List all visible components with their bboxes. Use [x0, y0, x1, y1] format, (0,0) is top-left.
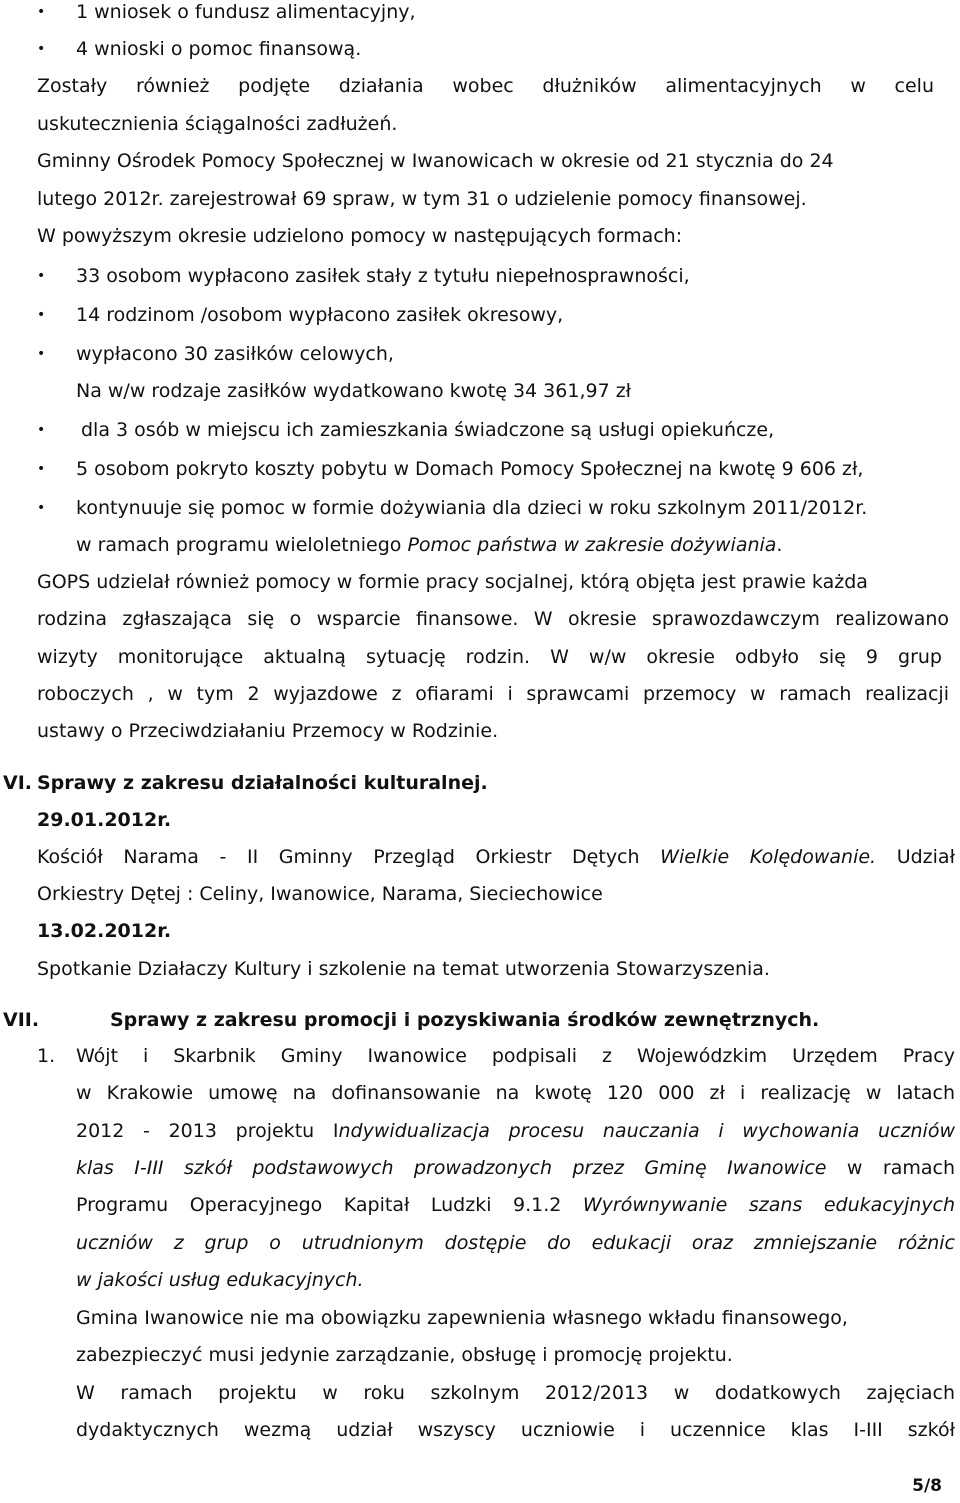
amount-line: [0, 373, 960, 410]
program-suffix: .: [776, 534, 783, 556]
numbered-item-line: [0, 1337, 960, 1374]
program-line: [0, 527, 960, 564]
numbered-item-line: [0, 1225, 960, 1262]
event-text: [37, 839, 955, 876]
paragraph-text: W powyższym okresie udzielono pomocy w następujących formach:: [37, 225, 683, 247]
event-italic: Wielkie Kolędowanie.: [660, 846, 877, 868]
event-text: Spotkanie Działaczy Kultury i szkolenie na temat utworzenia Stowarzyszenia.: [37, 958, 770, 980]
list-item-text: wypłacono 30 zasiłków celowych,: [76, 343, 394, 365]
list-item: [0, 412, 960, 449]
numbered-item-line: [0, 1113, 960, 1150]
paragraph-line: [0, 564, 960, 601]
numbered-item-line: [0, 1262, 960, 1299]
event-line: [0, 876, 960, 913]
bullet-glyph: •: [37, 4, 46, 20]
list-item-text: kontynuuje się pomoc w formie dożywiania dla dzieci w roku szkolnym 2011/2012r.: [76, 497, 868, 519]
paragraph-text: [76, 527, 782, 564]
numbered-item-line: [0, 1375, 960, 1412]
text-suffix: w ramach: [826, 1157, 955, 1179]
bullet-glyph: •: [37, 41, 46, 57]
paragraph-text: zabezpieczyć musi jedynie zarządzanie, obsługę i promocję projektu.: [76, 1344, 733, 1366]
event-date: [0, 802, 960, 839]
paragraph-text: lutego 2012r. zarejestrował 69 spraw, w tym 31 o udzielenie pomocy finansowej.: [37, 188, 807, 210]
date-text: 13.02.2012r.: [37, 920, 172, 942]
text-prefix: 2012 - 2013 projektu I: [76, 1120, 339, 1142]
list-item-text: dla 3 osób w miejscu ich zamieszkania świadczone są usługi opiekuńcze,: [81, 419, 775, 441]
list-item-text: 33 osobom wypłacono zasiłek stały z tytułu niepełnosprawności,: [76, 265, 690, 287]
list-item-text: 1 wniosek o fundusz alimentacyjny,: [76, 1, 416, 23]
list-item: [0, 297, 960, 334]
date-text: 29.01.2012r.: [37, 809, 172, 831]
page-number: 5/8: [912, 1476, 942, 1496]
text-prefix: Programu Operacyjnego Kapitał Ludzki 9.1.2: [76, 1194, 583, 1216]
event-date: [0, 913, 960, 950]
paragraph-text: Na w/w rodzaje zasiłków wydatkowano kwotę 34 361,97 zł: [76, 380, 632, 402]
paragraph-text: uskutecznienia ściągalności zadłużeń.: [37, 113, 398, 135]
program-prefix: w ramach programu wieloletniego: [76, 534, 408, 556]
section-number: VI.: [3, 772, 32, 794]
section-title: Sprawy z zakresu promocji i pozyskiwania środków zewnętrznych.: [110, 1009, 820, 1031]
paragraph-text: Wójt i Skarbnik Gminy Iwanowice podpisali z Wojewódzkim Urzędem Pracy: [76, 1045, 955, 1067]
event-prefix: Kościół Narama - II Gminny Przegląd Orkiestr Dętych: [37, 846, 661, 868]
numbered-item-line: [0, 1300, 960, 1337]
section-title: Sprawy z zakresu działalności kulturalnej.: [37, 772, 488, 794]
paragraph-text: w Krakowie umowę na dofinansowanie na kwotę 120 000 zł i realizację w latach: [76, 1082, 955, 1104]
list-item: [0, 490, 960, 527]
paragraph-text: [76, 1113, 955, 1150]
bullet-glyph: •: [37, 346, 46, 362]
section-heading: [0, 1002, 960, 1039]
event-text: Orkiestry Dętej : Celiny, Iwanowice, Narama, Sieciechowice: [37, 883, 603, 905]
paragraph-line: [0, 713, 960, 750]
item-number: 1.: [37, 1045, 56, 1067]
paragraph-text: [76, 1187, 955, 1224]
list-item: [0, 336, 960, 373]
paragraph-line: [0, 601, 960, 638]
paragraph-text: GOPS udzielał również pomocy w formie pracy socjalnej, którą objęta jest prawie każda: [37, 571, 868, 593]
text-italic: ndywidualizacja procesu nauczania i wychowania uczniów: [338, 1120, 955, 1142]
paragraph-line: [0, 106, 960, 143]
paragraph-text: rodzina zgłaszająca się o wsparcie finansowe. W okresie sprawozdawczym realizowano: [37, 608, 949, 630]
bullet-glyph: •: [37, 307, 46, 323]
list-item-text: 14 rodzinom /osobom wypłacono zasiłek okresowy,: [76, 304, 564, 326]
paragraph-text: ustawy o Przeciwdziałaniu Przemocy w Rodzinie.: [37, 720, 499, 742]
paragraph-line: [0, 639, 960, 676]
paragraph-line: [0, 181, 960, 218]
section-number: VII.: [3, 1009, 40, 1031]
paragraph-text: W ramach projektu w roku szkolnym 2012/2013 w dodatkowych zajęciach: [76, 1382, 955, 1404]
paragraph-text: roboczych , w tym 2 wyjazdowe z ofiarami i sprawcami przemocy w ramach realizacji: [37, 683, 949, 705]
text-italic: uczniów z grup o utrudnionym dostępie do edukacji oraz zmniejszanie różnic: [76, 1232, 955, 1254]
event-line: [0, 839, 960, 876]
list-item-text: 4 wnioski o pomoc finansową.: [76, 38, 362, 60]
section-heading: [0, 765, 960, 802]
paragraph-line: [0, 676, 960, 713]
paragraph-text: [76, 1150, 955, 1187]
numbered-item-line: [0, 1150, 960, 1187]
numbered-item-line: [0, 1038, 960, 1075]
paragraph-text: Zostały również podjęte działania wobec dłużników alimentacyjnych w celu: [37, 75, 934, 97]
event-line: [0, 951, 960, 988]
paragraph-text: Gminny Ośrodek Pomocy Społecznej w Iwanowicach w okresie od 21 stycznia do 24: [37, 150, 834, 172]
list-item: [0, 451, 960, 488]
list-item: [0, 258, 960, 295]
bullet-glyph: •: [37, 422, 46, 438]
bullet-glyph: •: [37, 268, 46, 284]
text-italic: klas I-III szkół podstawowych prowadzonych przez Gminę Iwanowice: [76, 1157, 827, 1179]
paragraph-line: [0, 68, 960, 105]
bullet-glyph: •: [37, 500, 46, 516]
list-item: [0, 31, 960, 68]
paragraph-line: [0, 218, 960, 255]
paragraph-line: [0, 143, 960, 180]
numbered-item-line: [0, 1187, 960, 1224]
event-suffix: Udział: [876, 846, 955, 868]
text-italic: Wyrównywanie szans edukacyjnych: [582, 1194, 955, 1216]
paragraph-text: dydaktycznych wezmą udział wszyscy uczniowie i uczennice klas I-III szkół: [76, 1419, 955, 1441]
paragraph-text: Gmina Iwanowice nie ma obowiązku zapewnienia własnego wkładu finansowego,: [76, 1307, 848, 1329]
text-italic: w jakości usług edukacyjnych.: [76, 1269, 364, 1291]
bullet-glyph: •: [37, 461, 46, 477]
numbered-item-line: [0, 1412, 960, 1449]
program-name: Pomoc państwa w zakresie dożywiania: [407, 534, 777, 556]
list-item-text: 5 osobom pokryto koszty pobytu w Domach Pomocy Społecznej na kwotę 9 606 zł,: [76, 458, 864, 480]
paragraph-text: wizyty monitorujące aktualną sytuację rodzin. W w/w okresie odbyło się 9 grup: [37, 646, 942, 668]
list-item: [0, 0, 960, 31]
numbered-item-line: [0, 1075, 960, 1112]
